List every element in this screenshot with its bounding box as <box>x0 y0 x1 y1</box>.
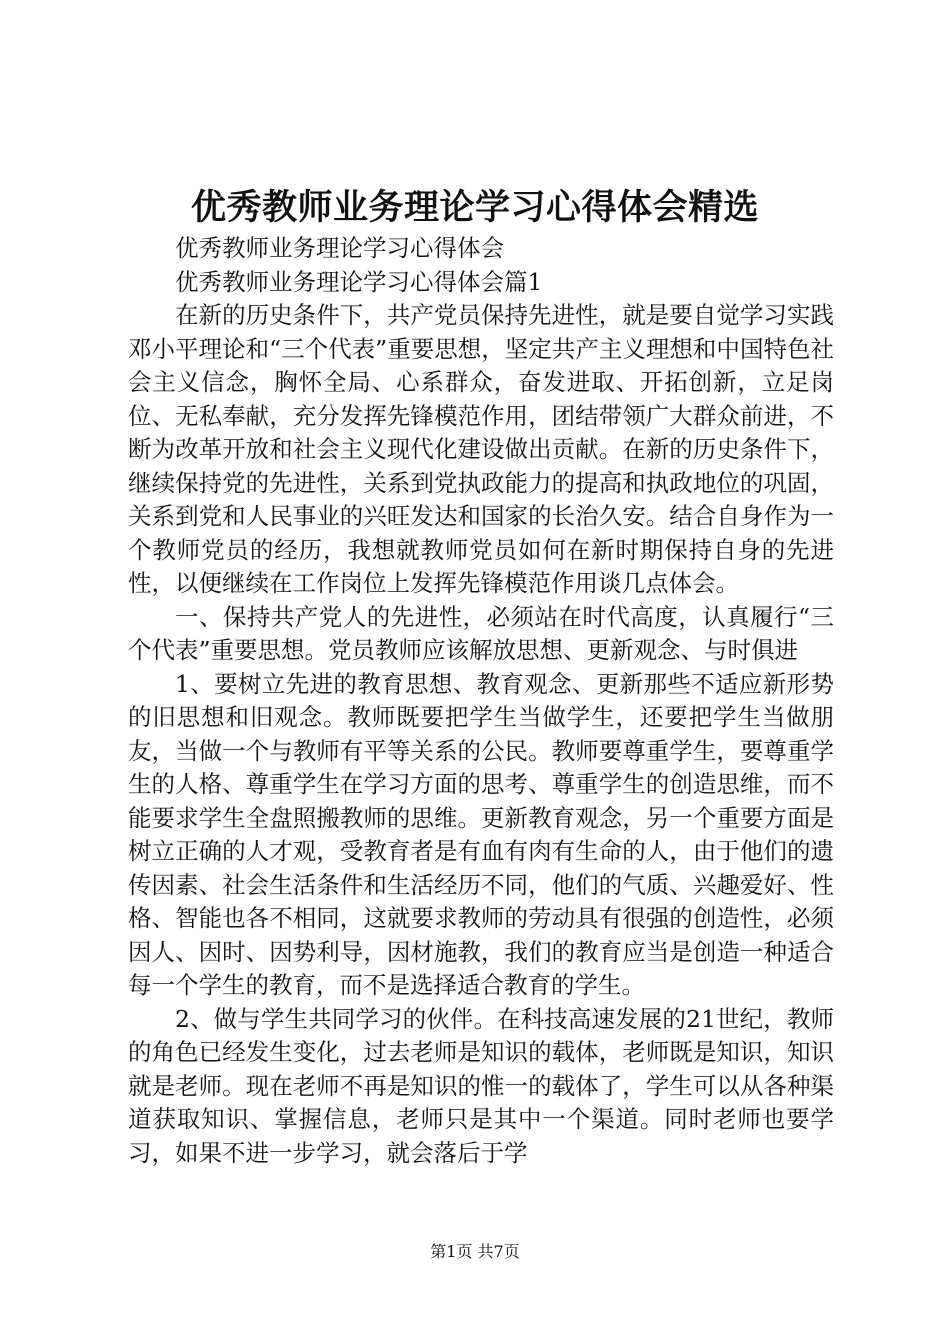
subtitle-paragraph: 优秀教师业务理论学习心得体会 <box>175 234 504 262</box>
body-paragraph: 1、要树立先进的教育思想、教育观念、更新那些不适应新形势的旧思想和旧观念。教师既要把学生当做学生，还要把学生当做朋友，当做一个与教师有平等关系的公民。教师要尊重学生，要尊重学生的人格、尊重学生在学习方面的思考、尊重学生的创造思维，而不能要求学生全盘照搬教师的思维。更新教育观念，另一个重要方面是树立正确的人才观，受教育者是有血有肉有生命的人，由于他们的遗传因素、社会生活条件和生活经历不同，他们的气质、兴趣爱好、性格、智能也各不相同，这就要求教师的劳动具有很强的创造性，必须因人、因时、因势利导，因材施教，我们的教育应当是创造一种适合每一个学生的教育，而不是选择适合教育的学生。 <box>128 669 834 999</box>
body-paragraph: 在新的历史条件下，共产党员保持先进性，就是要自觉学习实践邓小平理论和“三个代表”重要思想，坚定共产主义理想和中国特色社会主义信念，胸怀全局、心系群众，奋发进取、开拓创新，立足岗位、无私奉献，充分发挥先锋模范作用，团结带领广大群众前进，不断为改革开放和社会主义现代化建设做出贡献。在新的历史条件下，继续保持党的先进性，关系到党执政能力的提高和执政地位的巩固，关系到党和人民事业的兴旺发达和国家的长治久安。结合自身作为一个教师党员的经历，我想就教师党员如何在新时期保持自身的先进性，以便继续在工作岗位上发挥先锋模范作用谈几点体会。 <box>128 301 834 597</box>
document-body <box>128 232 834 1170</box>
page-number-footer: 第1页 共7页 <box>430 1242 520 1261</box>
body-paragraph: 2、做与学生共同学习的伙伴。在科技高速发展的21世纪，教师的角色已经发生变化，过去老师是知识的载体，老师既是知识，知识就是老师。现在老师不再是知识的惟一的载体了，学生可以从各种渠道获取知识、掌握信息，老师只是其中一个渠道。同时老师也要学习，如果不进一步学习，就会落后于学 <box>128 1004 834 1167</box>
document-title: 优秀教师业务理论学习心得体会精选 <box>190 187 759 228</box>
body-paragraph: 一、保持共产党人的先进性，必须站在时代高度，认真履行“三个代表”重要思想。党员教师应该解放思想、更新观念、与时俱进 <box>128 602 834 664</box>
section-heading-paragraph: 优秀教师业务理论学习心得体会篇1 <box>175 267 543 296</box>
